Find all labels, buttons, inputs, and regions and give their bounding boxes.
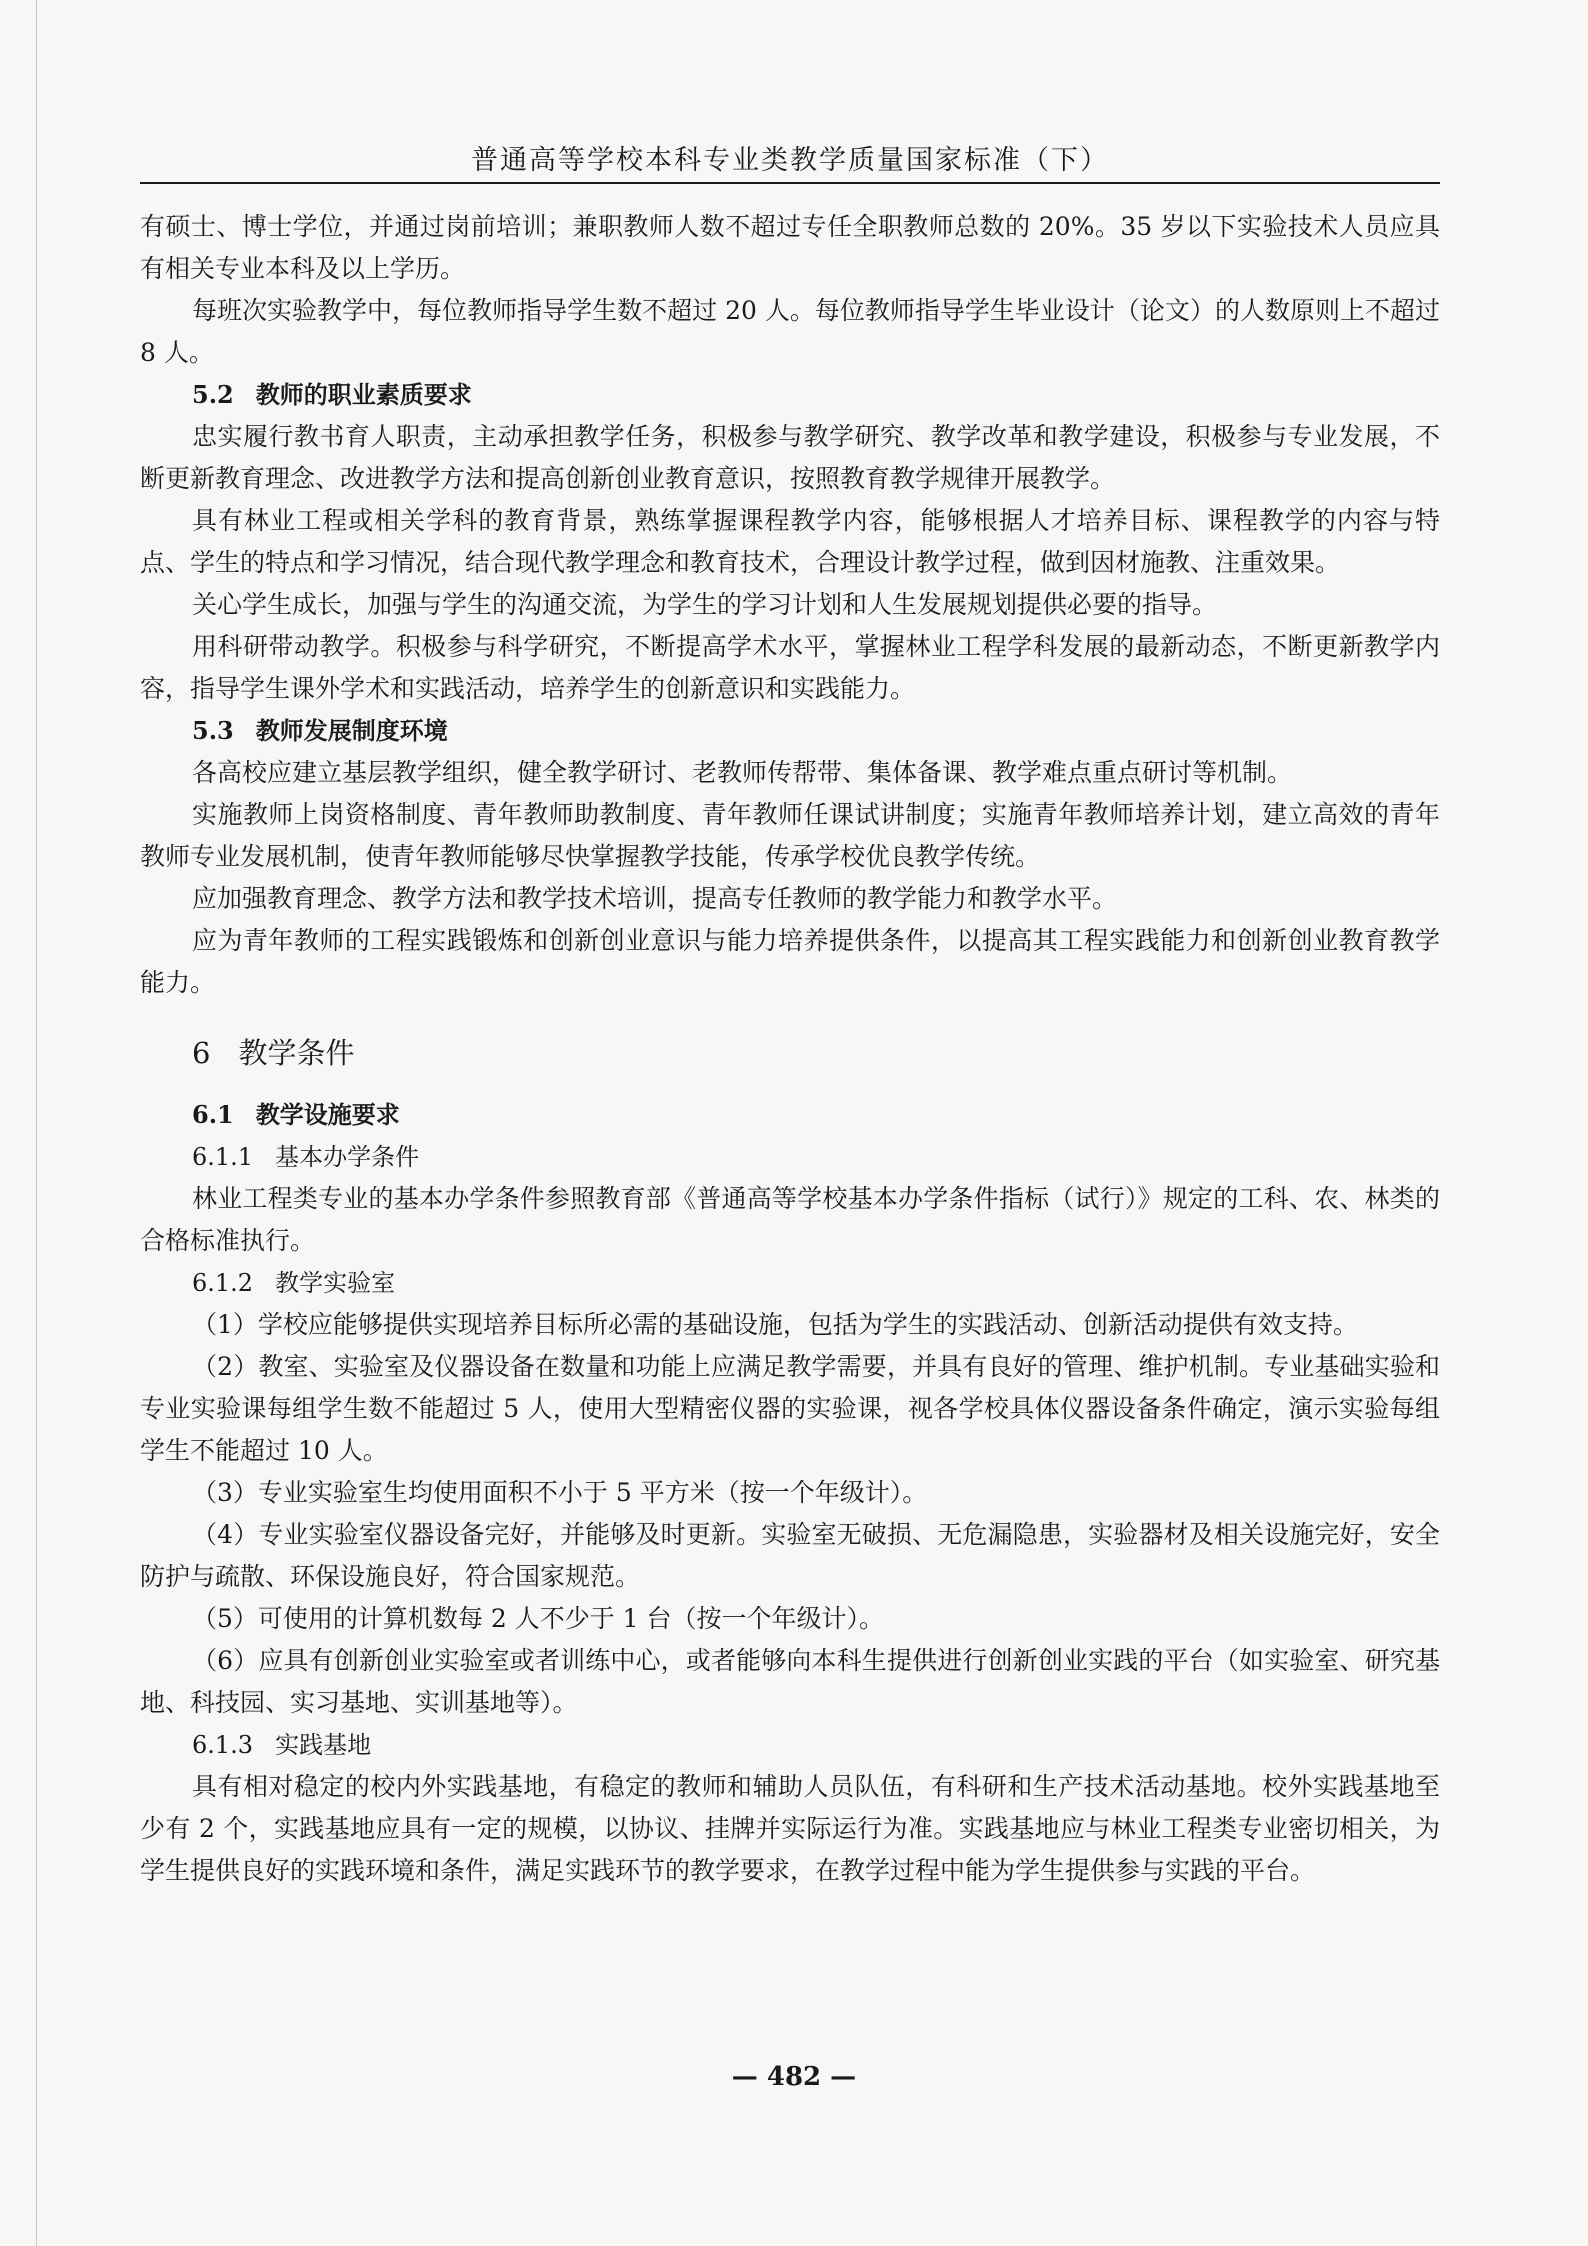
paragraph: 忠实履行教书育人职责，主动承担教学任务，积极参与教学研究、教学改革和教学建设，积极参与专业发展，不断更新教育理念、改进教学方法和提高创新创业教育意识，按照教育教学规律开展教学。 [140,422,1440,493]
paragraph: 林业工程类专业的基本办学条件参照教育部《普通高等学校基本办学条件指标（试行）》规定的工科、农、林类的合格标准执行。 [140,1184,1440,1255]
paragraph: 应加强教育理念、教学方法和教学技术培训，提高专任教师的教学能力和教学水平。 [192,884,1118,913]
paragraph: 各高校应建立基层教学组织，健全教学研讨、老教师传帮带、集体备课、教学难点重点研讨等机制。 [192,758,1293,787]
heading-text: 教学条件 [238,1036,355,1070]
paragraph: （6）应具有创新创业实验室或者训练中心，或者能够向本科生提供进行创新创业实践的平台（如实验室、研究基地、科技园、实习基地、实训基地等）。 [140,1646,1440,1717]
subsection-heading [140,710,1440,752]
page-body [140,206,1440,1892]
heading-text: 教师的职业素质要求 [255,381,472,409]
paragraph: 关心学生成长，加强与学生的沟通交流，为学生的学习计划和人生发展规划提供必要的指导。 [192,590,1218,619]
paragraph: 有硕士、博士学位，并通过岗前培训；兼职教师人数不超过专任全职教师总数的 20%。35 岁以下实验技术人员应具有相关专业本科及以上学历。 [140,212,1440,283]
heading-text: 教学实验室 [275,1269,396,1297]
paragraph: 应为青年教师的工程实践锻炼和创新创业意识与能力培养提供条件，以提高其工程实践能力和创新创业教育教学能力。 [140,926,1440,997]
heading-number: 6.1 [192,1100,234,1129]
paragraph: 用科研带动教学。积极参与科学研究，不断提高学术水平，掌握林业工程学科发展的最新动态，不断更新教学内容，指导学生课外学术和实践活动，培养学生的创新意识和实践能力。 [140,632,1440,703]
paragraph: 具有林业工程或相关学科的教育背景，熟练掌握课程教学内容，能够根据人才培养目标、课程教学的内容与特点、学生的特点和学习情况，结合现代教学理念和教育技术，合理设计教学过程，做到因材施教、注重效果。 [140,506,1440,577]
paragraph: （4）专业实验室仪器设备完好，并能够及时更新。实验室无破损、无危漏隐患，实验器材及相关设施完好，安全防护与疏散、环保设施良好，符合国家规范。 [140,1520,1440,1591]
running-header: 普通高等学校本科专业类教学质量国家标准（下） [471,145,1109,176]
heading-number: 6.1.2 [192,1269,254,1297]
page-number: — 482 — [731,2062,857,2092]
heading-text: 基本办学条件 [275,1143,420,1171]
paragraph: （3）专业实验室生均使用面积不小于 5 平方米（按一个年级计）。 [192,1478,928,1507]
heading-number: 6.1.3 [192,1731,254,1759]
section-heading [140,1030,1440,1076]
paragraph: （2）教室、实验室及仪器设备在数量和功能上应满足教学需要，并具有良好的管理、维护机制。专业基础实验和专业实验课每组学生数不能超过 5 人，使用大型精密仪器的实验课，视各学校具体仪器设备条件确定，演示实验每组学生不能超过 10 人。 [140,1352,1440,1465]
heading-text: 教学设施要求 [255,1101,400,1129]
heading-text: 教师发展制度环境 [255,717,448,745]
subsubsection-heading [140,1136,1440,1178]
heading-number: 5.2 [192,380,234,409]
paragraph: 每班次实验教学中，每位教师指导学生数不超过 20 人。每位教师指导学生毕业设计（论文）的人数原则上不超过 8 人。 [140,296,1440,367]
subsection-heading [140,374,1440,416]
subsubsection-heading [140,1262,1440,1304]
paragraph: 具有相对稳定的校内外实践基地，有稳定的教师和辅助人员队伍，有科研和生产技术活动基地。校外实践基地至少有 2 个，实践基地应具有一定的规模，以协议、挂牌并实际运行为准。实践基地应与林业工程类专业密切相关，为学生提供良好的实践环境和条件，满足实践环节的教学要求，在教学过程中能为学生提供参与实践的平台。 [140,1772,1440,1885]
header-rule [140,182,1440,184]
heading-number: 6 [192,1036,211,1070]
heading-number: 6.1.1 [192,1143,254,1171]
subsubsection-heading [140,1724,1440,1766]
heading-number: 5.3 [192,716,234,745]
subsection-heading [140,1094,1440,1136]
paragraph: （5）可使用的计算机数每 2 人不少于 1 台（按一个年级计）。 [192,1604,885,1633]
heading-text: 实践基地 [275,1731,372,1759]
paragraph: 实施教师上岗资格制度、青年教师助教制度、青年教师任课试讲制度；实施青年教师培养计划，建立高效的青年教师专业发展机制，使青年教师能够尽快掌握教学技能，传承学校优良教学传统。 [140,800,1440,871]
paragraph: （1）学校应能够提供实现培养目标所必需的基础设施，包括为学生的实践活动、创新活动提供有效支持。 [192,1310,1358,1339]
binding-edge-line [36,0,37,2246]
